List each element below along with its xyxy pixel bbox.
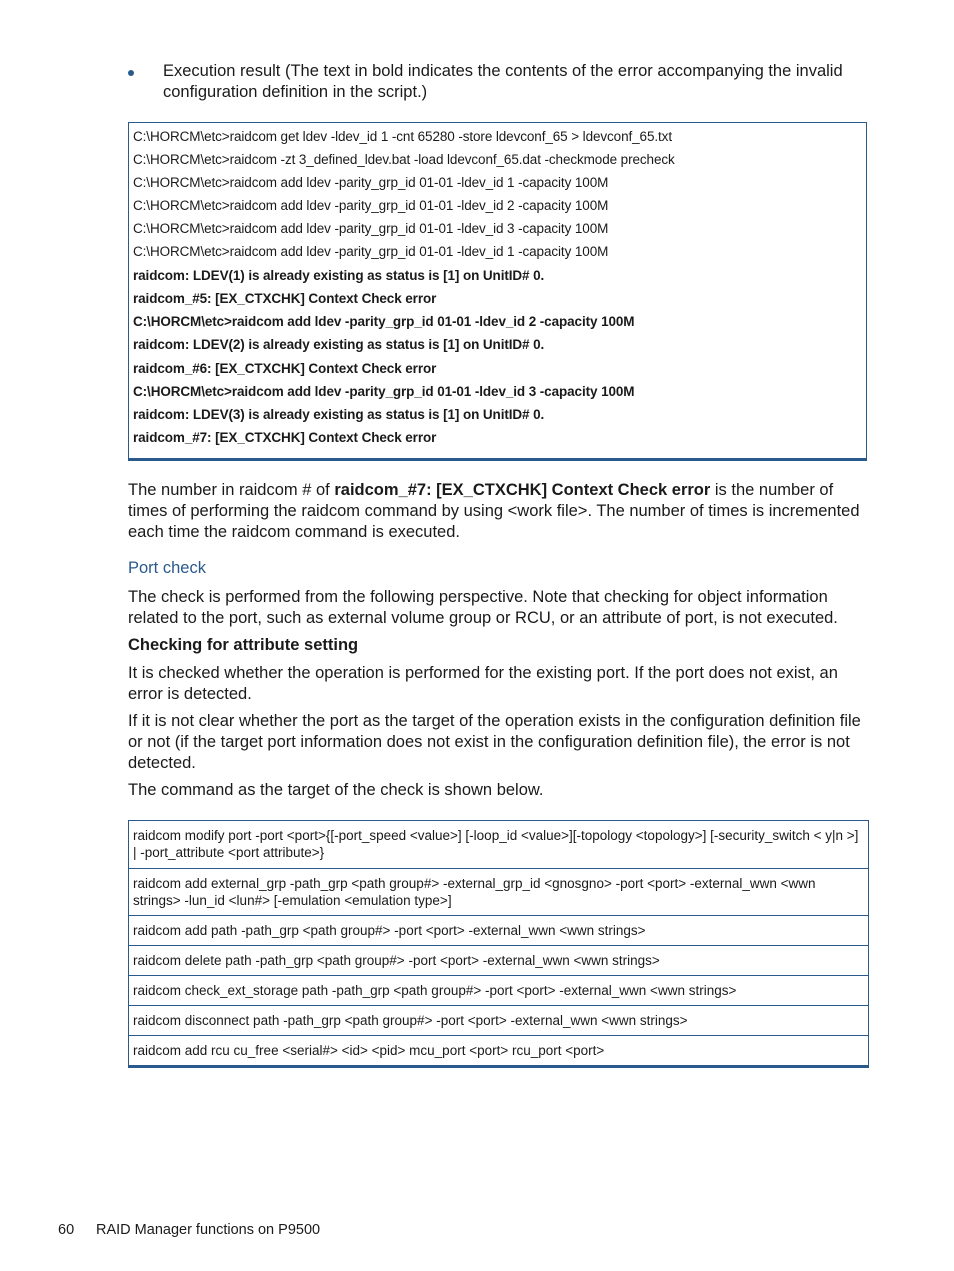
section-heading: Port check xyxy=(128,559,206,577)
intro-paragraph: The check is performed from the following perspective. Note that checking for object information related to the port, such as external volume group or RCU, or an attribute of port, is not executed. xyxy=(128,588,838,627)
code-line: C:\HORCM\etc>raidcom add ldev -parity_grp_id 01-01 -ldev_id 1 -capacity 100M xyxy=(133,175,609,190)
table-row: raidcom disconnect path -path_grp <path group#> -port <port> -external_wwn <wwn strings> xyxy=(129,1006,868,1036)
code-error-line: raidcom: LDEV(1) is already existing as status is [1] on UnitID# 0. xyxy=(133,268,545,283)
page-number: 60 xyxy=(58,1222,75,1238)
code-line: C:\HORCM\etc>raidcom get ldev -ldev_id 1 -cnt 65280 -store ldevconf_65 > ldevconf_65.txt xyxy=(133,129,672,144)
para-text: The number in raidcom # of xyxy=(128,481,335,499)
code-line: C:\HORCM\etc>raidcom add ldev -parity_grp_id 01-01 -ldev_id 1 -capacity 100M xyxy=(133,244,609,259)
code-error-line: C:\HORCM\etc>raidcom add ldev -parity_grp_id 01-01 -ldev_id 3 -capacity 100M xyxy=(133,384,635,399)
subheading: Checking for attribute setting xyxy=(128,636,359,654)
footer-title: RAID Manager functions on P9500 xyxy=(96,1222,321,1238)
table-row: raidcom add rcu cu_free <serial#> <id> <pid> mcu_port <port> rcu_port <port> xyxy=(133,1043,605,1058)
bullet-icon xyxy=(128,70,134,76)
code-error-line: raidcom: LDEV(2) is already existing as status is [1] on UnitID# 0. xyxy=(133,337,545,352)
code-error-line: raidcom: LDEV(3) is already existing as status is [1] on UnitID# 0. xyxy=(133,407,545,422)
command-table xyxy=(128,820,869,1068)
body-paragraph: If it is not clear whether the port as the target of the operation exists in the configuration definition file or not (if the target port information does not exist in the configuration definition file), the error is not detected. xyxy=(128,712,861,772)
body-paragraph: The command as the target of the check is shown below. xyxy=(128,781,544,799)
body-paragraph: It is checked whether the operation is performed for the existing port. If the port does not exist, an error is detected. xyxy=(128,664,838,703)
table-row: raidcom delete path -path_grp <path group#> -port <port> -external_wwn <wwn strings> xyxy=(129,946,868,976)
code-error-line: C:\HORCM\etc>raidcom add ldev -parity_grp_id 01-01 -ldev_id 2 -capacity 100M xyxy=(133,314,635,329)
table-row: raidcom modify port -port <port>{[-port_speed <value>] [-loop_id <value>][-topology <topology>] [-security_switch < y|n >] | -port_attribute <port attribute>} xyxy=(129,821,868,869)
code-line: C:\HORCM\etc>raidcom add ldev -parity_grp_id 01-01 -ldev_id 3 -capacity 100M xyxy=(133,221,609,236)
code-line: C:\HORCM\etc>raidcom -zt 3_defined_ldev.bat -load ldevconf_65.dat -checkmode precheck xyxy=(133,152,675,167)
code-error-line: raidcom_#5: [EX_CTXCHK] Context Check error xyxy=(133,291,437,306)
para-bold-text: raidcom_#7: [EX_CTXCHK] Context Check error xyxy=(334,481,711,499)
table-row: raidcom check_ext_storage path -path_grp <path group#> -port <port> -external_wwn <wwn strings> xyxy=(129,976,868,1006)
bullet-text: Execution result (The text in bold indicates the contents of the error accompanying the invalid configuration definition in the script.) xyxy=(163,62,843,101)
table-row: raidcom add path -path_grp <path group#> -port <port> -external_wwn <wwn strings> xyxy=(129,916,868,946)
page-footer xyxy=(58,1222,320,1238)
table-row: raidcom add external_grp -path_grp <path group#> -external_grp_id <gnosgno> -port <port> -external_wwn <wwn strings> -lun_id <lun#> [-emulation <emulation type>] xyxy=(129,869,868,916)
para-text: is the number of times of performing the raidcom command by using <work file>. The number of times is incremented each time the raidcom command is executed. xyxy=(128,481,860,541)
explanation-paragraph xyxy=(128,480,868,543)
code-example xyxy=(128,122,867,461)
code-error-line: raidcom_#7: [EX_CTXCHK] Context Check error xyxy=(133,430,437,445)
code-error-line: raidcom_#6: [EX_CTXCHK] Context Check error xyxy=(133,361,437,376)
code-line: C:\HORCM\etc>raidcom add ldev -parity_grp_id 01-01 -ldev_id 2 -capacity 100M xyxy=(133,198,609,213)
